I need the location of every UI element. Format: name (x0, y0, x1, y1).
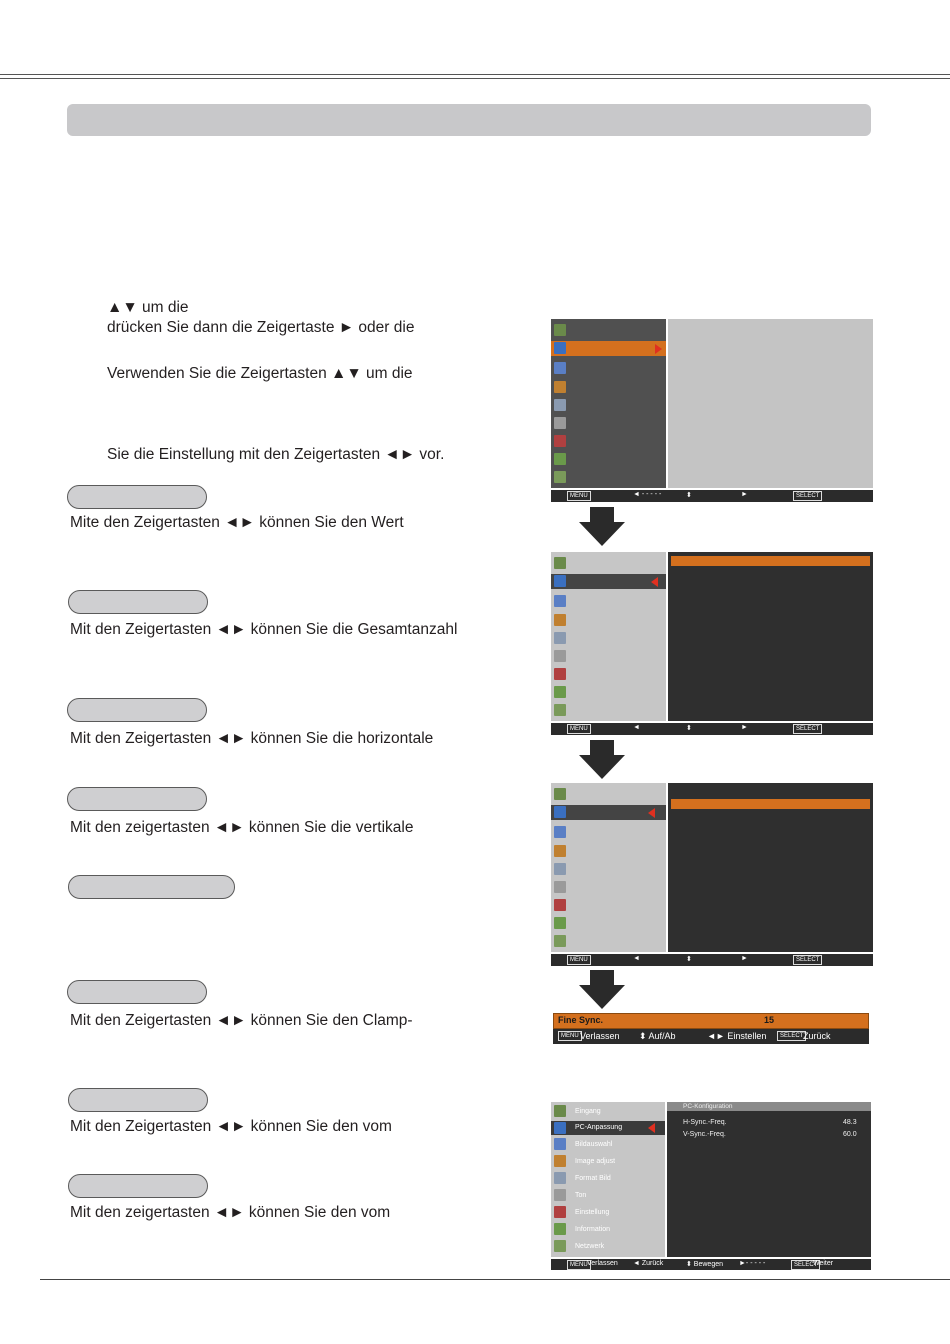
osd-screenshot-main-menu (551, 319, 873, 504)
select-badge: SELECT (793, 724, 822, 734)
osd-menu-sidebar (551, 552, 666, 721)
menu-item-1: PC-Anpassung (575, 1124, 623, 1131)
menu-badge: MENU (567, 1260, 591, 1270)
info-icon (554, 917, 566, 929)
info-icon (554, 1223, 566, 1235)
osd-content-pane (668, 783, 873, 952)
item-pill-2 (68, 590, 208, 614)
image-adjust-icon (554, 614, 566, 626)
screen-icon (554, 632, 566, 644)
menu-badge: MENU (567, 724, 591, 734)
back-arrow-icon (648, 1123, 655, 1133)
item-text-7: Mit den Zeigertasten ◄► können Sie den vom (70, 1118, 392, 1135)
section-header-bar (67, 104, 871, 136)
sound-icon (554, 650, 566, 662)
image-adjust-icon (554, 845, 566, 857)
pc-adjust-icon (554, 342, 566, 354)
input-icon (554, 1105, 566, 1117)
network-icon (554, 935, 566, 947)
osd-bottom-bar (551, 1259, 871, 1270)
item-pill-7 (68, 1088, 208, 1112)
down-arrow-head-1 (579, 522, 625, 546)
input-icon (554, 324, 566, 336)
item-text-3: Mit den Zeigertasten ◄► können Sie die horizontale (70, 730, 434, 747)
hsync-value: 48.3 (843, 1119, 857, 1126)
item-text-4: Mit den zeigertasten ◄► können Sie die vertikale (70, 819, 414, 836)
menu-badge: MENU (558, 1031, 582, 1041)
osd-menu-sidebar (551, 1102, 665, 1257)
bar-right: ► (741, 955, 748, 962)
settings-icon (554, 1206, 566, 1218)
down-arrow-3 (590, 970, 614, 986)
item-pill-3 (67, 698, 207, 722)
bar-next: ►- - - - - (739, 1260, 766, 1267)
bar-further: Weiter (813, 1260, 834, 1267)
osd-bottom-bar (551, 723, 873, 735)
item-text-8: Mit den zeigertasten ◄► können Sie den vom (70, 1204, 391, 1221)
menu-item-6: Einstellung (575, 1209, 610, 1216)
pane-title: PC-Konfiguration (683, 1103, 733, 1110)
down-arrow-head-3 (579, 985, 625, 1009)
down-arrow-1 (590, 507, 614, 523)
image-adjust-icon (554, 381, 566, 393)
osd-screenshot-pc-adjust-item (551, 783, 873, 968)
fine-sync-value: 15 (764, 1015, 775, 1025)
bar-left: ◄ (633, 955, 640, 962)
settings-icon (554, 899, 566, 911)
bar-updown: ⬍ (686, 725, 692, 732)
settings-icon (554, 668, 566, 680)
menu-item-7: Information (575, 1226, 611, 1233)
pc-adjust-icon (554, 1122, 566, 1134)
step-line-1: ▲▼ um die (107, 299, 189, 316)
item-text-1: Mite den Zeigertasten ◄► können Sie den Wert (70, 514, 404, 531)
menu-item-3: Image adjust (575, 1158, 616, 1165)
step-line-4: Sie die Einstellung mit den Zeigertasten ◄► vor. (107, 446, 445, 463)
input-icon (554, 557, 566, 569)
down-arrow-head-2 (579, 755, 625, 779)
item-pill-5 (68, 875, 235, 899)
item-text-2: Mit den Zeigertasten ◄► können Sie die Gesamtanzahl (70, 621, 458, 638)
osd-bottom-bar (551, 954, 873, 966)
step-line-2: drücken Sie dann die Zeigertaste ► oder die (107, 319, 415, 336)
bar-updown: ⬍ (686, 956, 692, 963)
bar-right: ► (741, 724, 748, 731)
item-text-6: Mit den Zeigertasten ◄► können Sie den Clamp- (70, 1012, 413, 1029)
item-pill-8 (68, 1174, 208, 1198)
bottom-rule (40, 1279, 950, 1280)
screen-icon (554, 399, 566, 411)
input-icon (554, 788, 566, 800)
back-arrow-icon (648, 808, 655, 818)
bar-exit: Verlassen (587, 1260, 618, 1267)
menu-item-8: Netzwerk (575, 1243, 605, 1250)
item-pill-1 (67, 485, 207, 509)
image-select-icon (554, 1138, 566, 1150)
screen-icon (554, 863, 566, 875)
back-label: Zurück (803, 1031, 831, 1041)
bar-back: ◄ Zurück (633, 1260, 664, 1267)
sound-icon (554, 1189, 566, 1201)
menu-item-0: Eingang (575, 1108, 601, 1115)
info-icon (554, 453, 566, 465)
info-icon (554, 686, 566, 698)
bar-updown: ⬍ (686, 492, 692, 499)
osd-highlight-row (671, 556, 870, 566)
vsync-value: 60.0 (843, 1131, 857, 1138)
osd-menu-sidebar (551, 783, 666, 952)
fine-sync-label: Fine Sync. (558, 1015, 604, 1025)
bar-left: ◄ - - - - - (633, 491, 662, 498)
image-select-icon (554, 362, 566, 374)
pc-adjust-icon (554, 575, 566, 587)
osd-selected-row (551, 574, 666, 589)
osd-bottom-bar (551, 490, 873, 502)
bar-right: ► (741, 491, 748, 498)
osd-content-pane (667, 1102, 871, 1257)
osd-screenshot-pc-adjust (551, 552, 873, 737)
exit-label: Verlassen (580, 1031, 620, 1041)
fine-sync-bar (553, 1013, 869, 1029)
settings-icon (554, 435, 566, 447)
menu-item-4: Format Bild (575, 1175, 611, 1182)
osd-screenshot-pc-config (551, 1102, 871, 1270)
item-pill-4 (67, 787, 207, 811)
select-badge: SELECT (791, 1260, 820, 1270)
network-icon (554, 471, 566, 483)
network-icon (554, 1240, 566, 1252)
select-badge: SELECT (777, 1031, 806, 1041)
adjust-label: ◄► Einstellen (707, 1031, 767, 1041)
osd-content-pane (668, 552, 873, 721)
image-select-icon (554, 595, 566, 607)
screen-icon (554, 1172, 566, 1184)
select-badge: SELECT (793, 955, 822, 965)
vsync-label: V-Sync.-Freq. (683, 1131, 726, 1138)
fine-sync-guide-bar (553, 1029, 869, 1044)
bar-move: ⬍ Bewegen (686, 1261, 723, 1268)
menu-item-5: Ton (575, 1192, 587, 1199)
updown-label: ⬍ Auf/Ab (639, 1031, 676, 1041)
top-rule-2 (0, 78, 950, 79)
select-badge: SELECT (793, 491, 822, 501)
sound-icon (554, 881, 566, 893)
osd-content-pane (668, 319, 873, 488)
menu-badge: MENU (567, 491, 591, 501)
menu-item-2: Bildauswahl (575, 1141, 613, 1148)
down-arrow-2 (590, 740, 614, 756)
hsync-label: H-Sync.-Freq. (683, 1119, 727, 1126)
back-arrow-icon (651, 577, 658, 587)
top-rule (0, 74, 950, 75)
step-line-3: Verwenden Sie die Zeigertasten ▲▼ um die (107, 365, 413, 382)
image-select-icon (554, 826, 566, 838)
osd-selected-row (551, 341, 666, 356)
image-adjust-icon (554, 1155, 566, 1167)
network-icon (554, 704, 566, 716)
osd-highlight-row (671, 799, 870, 809)
play-icon (655, 344, 662, 354)
item-pill-6 (67, 980, 207, 1004)
bar-left: ◄ (633, 724, 640, 731)
osd-menu-sidebar (551, 319, 666, 488)
menu-badge: MENU (567, 955, 591, 965)
pc-adjust-icon (554, 806, 566, 818)
sound-icon (554, 417, 566, 429)
